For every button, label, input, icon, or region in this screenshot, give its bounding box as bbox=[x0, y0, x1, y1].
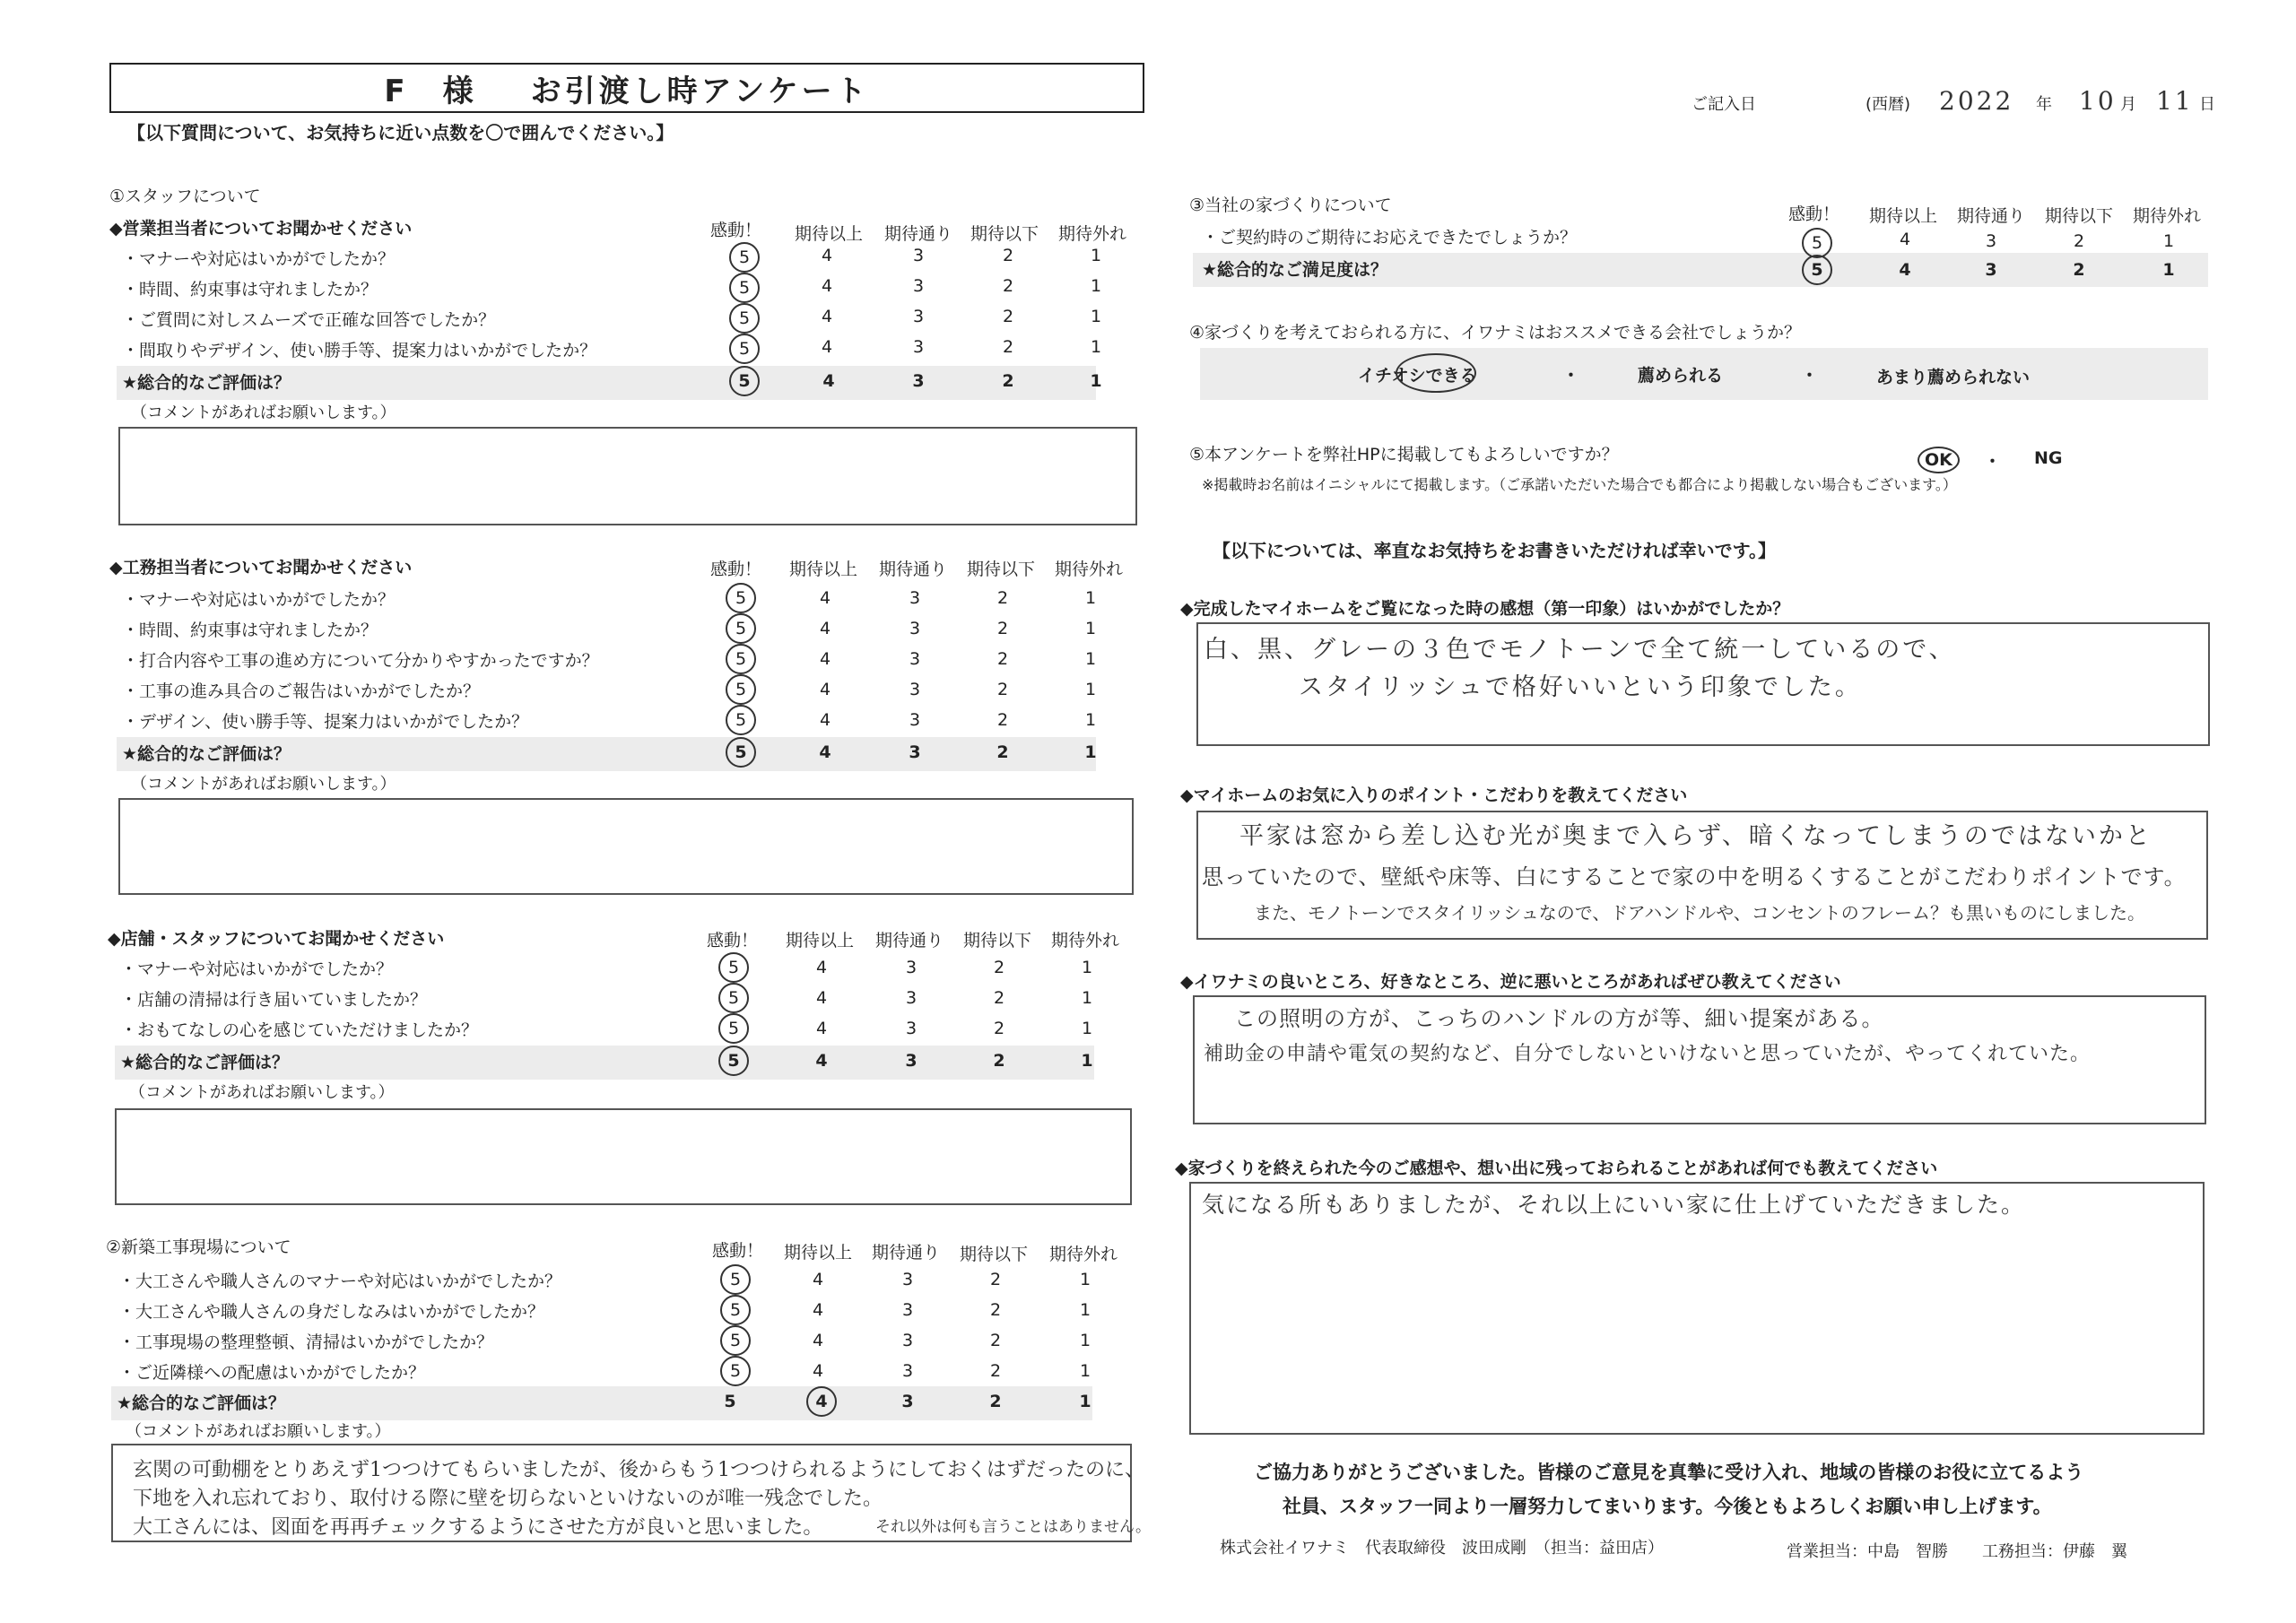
score-1[interactable]: 1 bbox=[1090, 276, 1102, 296]
scale-label: 感動！ bbox=[707, 931, 759, 950]
question: ・ご近隣様への配慮はいかがでしたか？ bbox=[118, 1363, 426, 1383]
score-5-circled[interactable]: 5 bbox=[718, 983, 749, 1013]
comment-prompt: （コメントがあればお願いします。） bbox=[129, 1083, 395, 1102]
score-5-circled[interactable]: 5 bbox=[729, 303, 760, 334]
site-heading: ②新築工事現場について bbox=[106, 1237, 291, 1257]
score-3[interactable]: 3 bbox=[901, 1331, 914, 1350]
option-separator: ・ bbox=[1562, 366, 1580, 386]
score-5-circled[interactable]: 5 bbox=[726, 644, 756, 674]
score-2[interactable]: 2 bbox=[989, 1361, 1002, 1381]
footer-construction-staff: 工務担当：伊藤 翼 bbox=[1982, 1542, 2127, 1561]
score-2[interactable]: 2 bbox=[989, 1270, 1002, 1289]
sales-comment-box[interactable] bbox=[118, 427, 1137, 525]
score-3[interactable]: 3 bbox=[905, 988, 918, 1008]
free-text-intro: 【以下については、率直なお気持ちをお書きいただければ幸いです。】 bbox=[1213, 540, 1776, 561]
handwritten-line: 平家は窓から差し込む光が奥まで入らず、暗くなってしまうのではないかと bbox=[1239, 822, 2152, 850]
score-2[interactable]: 2 bbox=[989, 1331, 1002, 1350]
score-2[interactable]: 2 bbox=[996, 710, 1009, 730]
score-3[interactable]: 3 bbox=[909, 588, 921, 608]
score-1[interactable]: 1 bbox=[1079, 1331, 1091, 1350]
score-5-circled[interactable]: 5 bbox=[718, 952, 749, 983]
score-5-circled[interactable]: 5 bbox=[1802, 228, 1832, 258]
construction-comment-box[interactable] bbox=[118, 798, 1134, 895]
scale-label: 期待通り bbox=[1957, 206, 2026, 226]
score-4[interactable]: 4 bbox=[812, 1331, 824, 1350]
site-comment-box[interactable] bbox=[111, 1444, 1152, 1542]
option-amari[interactable]: あまり薦められない bbox=[1876, 368, 2031, 387]
handwritten-line: 気になる所もありましたが、それ以上にいい家に仕上げていただきました。 bbox=[1202, 1192, 2026, 1218]
handwritten-line: この照明の方が、こっちのハンドルの方が等、細い提案がある。 bbox=[1234, 1006, 1884, 1031]
scale-label: 期待以上 bbox=[1869, 206, 1938, 226]
thanks-line: ご協力ありがとうございました。皆様のご意見を真摯に受け入れ、地域の皆様のお役に立てるよう bbox=[1254, 1462, 2084, 1483]
score-4[interactable]: 4 bbox=[819, 588, 831, 608]
score-2[interactable]: 2 bbox=[993, 1051, 1005, 1071]
scale-label: 期待通り bbox=[872, 1243, 941, 1263]
favorite-heading: ◆マイホームのお気に入りのポイント・こだわりを教えてください bbox=[1180, 785, 1688, 805]
question: ・時間、約束事は守れましたか？ bbox=[122, 280, 378, 299]
total-question: ★総合的なご満足度は？ bbox=[1202, 260, 1388, 280]
score-3[interactable]: 3 bbox=[905, 1019, 918, 1038]
scale-label: 期待外れ bbox=[1055, 560, 1124, 579]
footer-company: 株式会社イワナミ 代表取締役 波田成剛 （担当：益田店） bbox=[1220, 1539, 1664, 1558]
scale-label: 期待以上 bbox=[789, 560, 858, 579]
scale-label: 感動！ bbox=[710, 560, 762, 579]
score-3[interactable]: 3 bbox=[912, 337, 925, 357]
score-5-circled[interactable]: 5 bbox=[720, 1325, 751, 1356]
title-text: お引渡し時アンケート bbox=[530, 73, 870, 109]
score-3[interactable]: 3 bbox=[912, 371, 925, 391]
question: ・デザイン、使い勝手等、提案力はいかがでしたか？ bbox=[122, 712, 529, 732]
date-year: 2022 bbox=[1939, 86, 2014, 116]
question: ・マナーや対応はいかがでしたか？ bbox=[120, 959, 394, 979]
scale-label: 期待外れ bbox=[2133, 206, 2202, 226]
score-2[interactable]: 2 bbox=[996, 742, 1009, 762]
score-2[interactable]: 2 bbox=[989, 1300, 1002, 1320]
option-ok[interactable] bbox=[1918, 447, 1960, 473]
score-1[interactable]: 1 bbox=[1090, 337, 1102, 357]
question: ・打合内容や工事の進め方について分かりやすかったですか？ bbox=[122, 651, 599, 671]
score-1[interactable]: 1 bbox=[1081, 1051, 1093, 1071]
score-5-circled[interactable]: 5 bbox=[726, 674, 756, 705]
scale-label: 期待通り bbox=[884, 224, 953, 244]
option-separator: ・ bbox=[1984, 452, 2002, 472]
score-4[interactable]: 4 bbox=[812, 1361, 824, 1381]
customer-name: F 様 bbox=[384, 73, 477, 109]
handwritten-line: 白、黒、グレーの３色でモノトーンで全て統一しているので、 bbox=[1204, 636, 1956, 664]
memories-heading: ◆家づくりを終えられた今のご感想や、想い出に残っておられることがあれば何でも教えてください bbox=[1175, 1159, 1938, 1178]
option-ok-label: OK bbox=[1918, 447, 1960, 473]
score-4[interactable]: 4 bbox=[821, 246, 833, 265]
score-5-circled[interactable]: 5 bbox=[729, 334, 760, 364]
score-5-circled[interactable]: 5 bbox=[729, 366, 760, 396]
instruction: 【以下質問について、お気持ちに近い点数を〇で囲んでください。】 bbox=[127, 122, 674, 143]
footer-sales-staff: 営業担当：中島 智勝 bbox=[1787, 1542, 1948, 1561]
score-1[interactable]: 1 bbox=[1084, 619, 1097, 638]
question: ・マナーや対応はいかがでしたか？ bbox=[122, 249, 396, 269]
scale-label: 期待通り bbox=[879, 560, 948, 579]
favorite-answer-box[interactable] bbox=[1196, 811, 2208, 940]
handwritten-line: 下地を入れ忘れており、取付ける際に壁を切らないといけないのが唯一残念でした。 bbox=[133, 1488, 883, 1510]
score-4[interactable]: 4 bbox=[822, 371, 835, 391]
scale-label: 期待通り bbox=[875, 931, 944, 950]
publish-heading: ⑤本アンケートを弊社HPに掲載してもよろしいですか？ bbox=[1189, 445, 1619, 464]
score-3[interactable]: 3 bbox=[905, 958, 918, 977]
good-bad-heading: ◆イワナミの良いところ、好きなところ、逆に悪いところがあればぜひ教えてください bbox=[1180, 972, 1841, 992]
question: ・時間、約束事は守れましたか？ bbox=[122, 621, 378, 640]
score-4[interactable]: 4 bbox=[819, 710, 831, 730]
score-2[interactable]: 2 bbox=[1002, 246, 1014, 265]
construction-heading: ◆工務担当者についてお聞かせください bbox=[109, 558, 413, 577]
score-4[interactable]: 4 bbox=[812, 1270, 824, 1289]
recommend-heading: ④家づくりを考えておられる方に、イワナミはおススメできる会社でしょうか？ bbox=[1189, 323, 1802, 343]
score-3[interactable]: 3 bbox=[912, 307, 925, 326]
score-3[interactable]: 3 bbox=[909, 742, 921, 762]
scale-label: 期待外れ bbox=[1051, 931, 1120, 950]
publish-note: ※掲載時お名前はイニシャルにて掲載します。（ご承諾いただいた場合でも都合により掲載しない場合もございます。） bbox=[1202, 476, 1957, 493]
option-ng[interactable]: NG bbox=[2034, 448, 2063, 468]
score-3[interactable]: 3 bbox=[901, 1300, 914, 1320]
score-3[interactable]: 3 bbox=[912, 276, 925, 296]
score-5-circled[interactable]: 5 bbox=[718, 1046, 749, 1076]
total-question: ★総合的なご評価は？ bbox=[120, 1053, 290, 1072]
score-5-circled[interactable]: 5 bbox=[720, 1264, 751, 1295]
score-3[interactable]: 3 bbox=[909, 680, 921, 699]
score-2[interactable]: 2 bbox=[996, 619, 1009, 638]
question: ・大工さんや職人さんの身だしなみはいかがでしたか？ bbox=[118, 1302, 545, 1322]
score-1[interactable]: 1 bbox=[1079, 1300, 1091, 1320]
score-3[interactable]: 3 bbox=[909, 649, 921, 669]
scale-label: 期待外れ bbox=[1058, 224, 1127, 244]
score-5-circled[interactable]: 5 bbox=[729, 273, 760, 303]
score-3[interactable]: 3 bbox=[1985, 260, 1997, 280]
handwritten-line: 思っていたので、壁紙や床等、白にすることで家の中を明るくすることがこだわりポイントです。 bbox=[1202, 864, 2187, 890]
option-ichioshi-label: イチオシできる bbox=[1358, 366, 1477, 386]
scale-label: 期待以上 bbox=[786, 931, 855, 950]
score-2[interactable]: 2 bbox=[2073, 260, 2085, 280]
store-heading: ◆店舗・スタッフについてお聞かせください bbox=[108, 929, 445, 949]
score-4[interactable]: 4 bbox=[815, 988, 828, 1008]
score-5-circled[interactable]: 5 bbox=[726, 583, 756, 613]
score-5-circled[interactable]: 5 bbox=[726, 737, 756, 768]
score-1[interactable]: 1 bbox=[1081, 988, 1093, 1008]
score-1[interactable]: 1 bbox=[1079, 1392, 1091, 1411]
scale-label: 感動！ bbox=[1788, 204, 1840, 224]
question: ・間取りやデザイン、使い勝手等、提案力はいかがでしたか？ bbox=[122, 341, 597, 360]
option-susumerareru[interactable]: 薦められる bbox=[1638, 366, 1724, 386]
score-3[interactable]: 3 bbox=[901, 1392, 914, 1411]
score-2[interactable]: 2 bbox=[996, 680, 1009, 699]
score-4[interactable]: 4 bbox=[1899, 260, 1911, 280]
date-label: ご記入日 bbox=[1692, 95, 1756, 114]
total-question: ★総合的なご評価は？ bbox=[122, 744, 291, 764]
score-4[interactable]: 4 bbox=[815, 1019, 828, 1038]
score-5[interactable]: 5 bbox=[724, 1392, 736, 1411]
score-2[interactable]: 2 bbox=[993, 1019, 1005, 1038]
question: ・店舗の清掃は行き届いていましたか？ bbox=[120, 990, 428, 1010]
handwritten-aside: それ以外は何も言うことはありません。 bbox=[875, 1518, 1152, 1536]
score-1[interactable]: 1 bbox=[1084, 588, 1097, 608]
score-1[interactable]: 1 bbox=[1084, 710, 1097, 730]
scale-label: 期待以下 bbox=[2045, 206, 2114, 226]
score-2[interactable]: 2 bbox=[993, 988, 1005, 1008]
score-3[interactable]: 3 bbox=[1985, 231, 1997, 251]
scale-label: 期待以下 bbox=[967, 560, 1036, 579]
year-unit: 年 bbox=[2036, 95, 2052, 114]
score-2[interactable]: 2 bbox=[993, 958, 1005, 977]
score-1[interactable]: 1 bbox=[1081, 958, 1093, 977]
score-5-circled[interactable]: 5 bbox=[729, 242, 760, 273]
question: ・ご契約時のご期待にお応えできたでしょうか？ bbox=[1202, 228, 1578, 247]
question: ・おもてなしの心を感じていただけましたか？ bbox=[120, 1020, 479, 1040]
handwritten-line: スタイリッシュで格好いいという印象でした。 bbox=[1299, 673, 1862, 701]
score-4[interactable]: 4 bbox=[815, 958, 828, 977]
score-5-circled[interactable]: 5 bbox=[1802, 255, 1832, 285]
total-question: ★総合的なご評価は？ bbox=[117, 1393, 286, 1413]
score-4[interactable]: 4 bbox=[821, 337, 833, 357]
company-section-heading: ③当社の家づくりについて bbox=[1189, 195, 1392, 215]
score-1[interactable]: 1 bbox=[1084, 680, 1097, 699]
date-day: 11 bbox=[2156, 86, 2194, 116]
scale-label: 期待以下 bbox=[963, 931, 1032, 950]
score-3[interactable]: 3 bbox=[909, 619, 921, 638]
score-2[interactable]: 2 bbox=[1002, 371, 1014, 391]
score-2[interactable]: 2 bbox=[1002, 307, 1014, 326]
score-4[interactable]: 4 bbox=[815, 1051, 828, 1071]
section-staff-title: ①スタッフについて bbox=[109, 187, 261, 206]
scale-label: 感動！ bbox=[712, 1241, 764, 1261]
question: ・大工さんや職人さんのマナーや対応はいかがでしたか？ bbox=[118, 1271, 562, 1291]
score-2[interactable]: 2 bbox=[1002, 276, 1014, 296]
impression-answer-box[interactable] bbox=[1196, 622, 2210, 746]
score-1[interactable]: 1 bbox=[1079, 1270, 1091, 1289]
sales-heading: ◆営業担当者についてお聞かせください bbox=[109, 219, 413, 239]
total-question: ★総合的なご評価は？ bbox=[122, 373, 291, 393]
score-1[interactable]: 1 bbox=[1090, 246, 1102, 265]
score-4[interactable]: 4 bbox=[821, 276, 833, 296]
score-4[interactable]: 4 bbox=[819, 619, 831, 638]
score-4[interactable]: 4 bbox=[1899, 230, 1911, 249]
score-4[interactable]: 4 bbox=[821, 307, 833, 326]
handwritten-line: 補助金の申請や電気の契約など、自分でしないといけないと思っていたが、やってくれていた。 bbox=[1204, 1043, 2092, 1065]
score-4[interactable]: 4 bbox=[812, 1300, 824, 1320]
score-1[interactable]: 1 bbox=[1079, 1361, 1091, 1381]
score-4[interactable]: 4 bbox=[819, 649, 831, 669]
score-1[interactable]: 1 bbox=[1081, 1019, 1093, 1038]
score-1[interactable]: 1 bbox=[1084, 742, 1097, 762]
score-3[interactable]: 3 bbox=[909, 710, 921, 730]
question: ・ご質問に対しスムーズで正確な回答でしたか？ bbox=[122, 310, 496, 330]
scale-label: 期待以上 bbox=[784, 1243, 853, 1263]
scale-label: 期待外れ bbox=[1049, 1245, 1118, 1264]
score-5-circled[interactable]: 5 bbox=[720, 1356, 751, 1386]
score-5-circled[interactable]: 5 bbox=[726, 705, 756, 735]
handwritten-line: また、モノトーンでスタイリッシュなので、ドアハンドルや、コンセントのフレーム？も黒いものにしました。 bbox=[1254, 902, 2145, 924]
handwritten-line: 大工さんには、図面を再再チェックするようにさせた方が良いと思いました。 bbox=[133, 1516, 823, 1539]
comment-prompt: （コメントがあればお願いします。） bbox=[131, 775, 396, 794]
score-2[interactable]: 2 bbox=[989, 1392, 1002, 1411]
score-2[interactable]: 2 bbox=[2073, 231, 2085, 251]
score-3[interactable]: 3 bbox=[905, 1051, 918, 1071]
store-comment-box[interactable] bbox=[115, 1108, 1132, 1205]
score-4[interactable]: 4 bbox=[819, 680, 831, 699]
score-4[interactable]: 4 bbox=[819, 742, 831, 762]
good-bad-answer-box[interactable] bbox=[1193, 995, 2206, 1124]
score-5-circled[interactable]: 5 bbox=[726, 613, 756, 644]
impression-heading: ◆完成したマイホームをご覧になった時の感想（第一印象）はいかがでしたか？ bbox=[1180, 599, 1790, 619]
score-2[interactable]: 2 bbox=[1002, 337, 1014, 357]
era-label: (西暦) bbox=[1866, 95, 1911, 114]
question: ・工事現場の整理整頓、清掃はいかがでしたか？ bbox=[118, 1332, 494, 1352]
survey-title bbox=[109, 63, 1144, 113]
score-3[interactable]: 3 bbox=[901, 1270, 914, 1289]
score-1[interactable]: 1 bbox=[2162, 231, 2175, 251]
score-2[interactable]: 2 bbox=[996, 649, 1009, 669]
score-1[interactable]: 1 bbox=[1090, 307, 1102, 326]
score-3[interactable]: 3 bbox=[912, 246, 925, 265]
day-unit: 日 bbox=[2199, 95, 2215, 114]
date-month: 10 bbox=[2079, 86, 2117, 116]
question: ・工事の進み具合のご報告はいかがでしたか？ bbox=[122, 681, 481, 701]
score-2[interactable]: 2 bbox=[996, 588, 1009, 608]
option-separator: ・ bbox=[1801, 366, 1819, 386]
month-unit: 月 bbox=[2120, 95, 2136, 114]
comment-prompt: （コメントがあればお願いします。） bbox=[131, 404, 396, 422]
score-5-circled[interactable]: 5 bbox=[720, 1295, 751, 1325]
score-5-circled[interactable]: 5 bbox=[718, 1013, 749, 1044]
comment-prompt: （コメントがあればお願いします。） bbox=[126, 1422, 391, 1441]
question: ・マナーや対応はいかがでしたか？ bbox=[122, 590, 396, 610]
score-1[interactable]: 1 bbox=[2162, 260, 2175, 280]
memories-answer-box[interactable] bbox=[1189, 1182, 2205, 1435]
score-4-circled[interactable]: 4 bbox=[806, 1386, 837, 1417]
selected-circle-mark bbox=[1396, 353, 1476, 393]
scale-label: 期待以下 bbox=[970, 224, 1039, 244]
score-1[interactable]: 1 bbox=[1090, 371, 1102, 391]
thanks-line: 社員、スタッフ一同より一層努力してまいります。今後ともよろしくお願い申し上げます。 bbox=[1283, 1496, 2052, 1517]
score-3[interactable]: 3 bbox=[901, 1361, 914, 1381]
score-1[interactable]: 1 bbox=[1084, 649, 1097, 669]
scale-label: 期待以上 bbox=[795, 224, 864, 244]
scale-label: 期待以下 bbox=[960, 1245, 1029, 1264]
scale-label: 感動！ bbox=[710, 221, 762, 240]
handwritten-line: 玄関の可動棚をとりあえず1つつけてもらいましたが、後からもう1つつけられるようにしておくはずだったのに、 bbox=[133, 1459, 1144, 1481]
